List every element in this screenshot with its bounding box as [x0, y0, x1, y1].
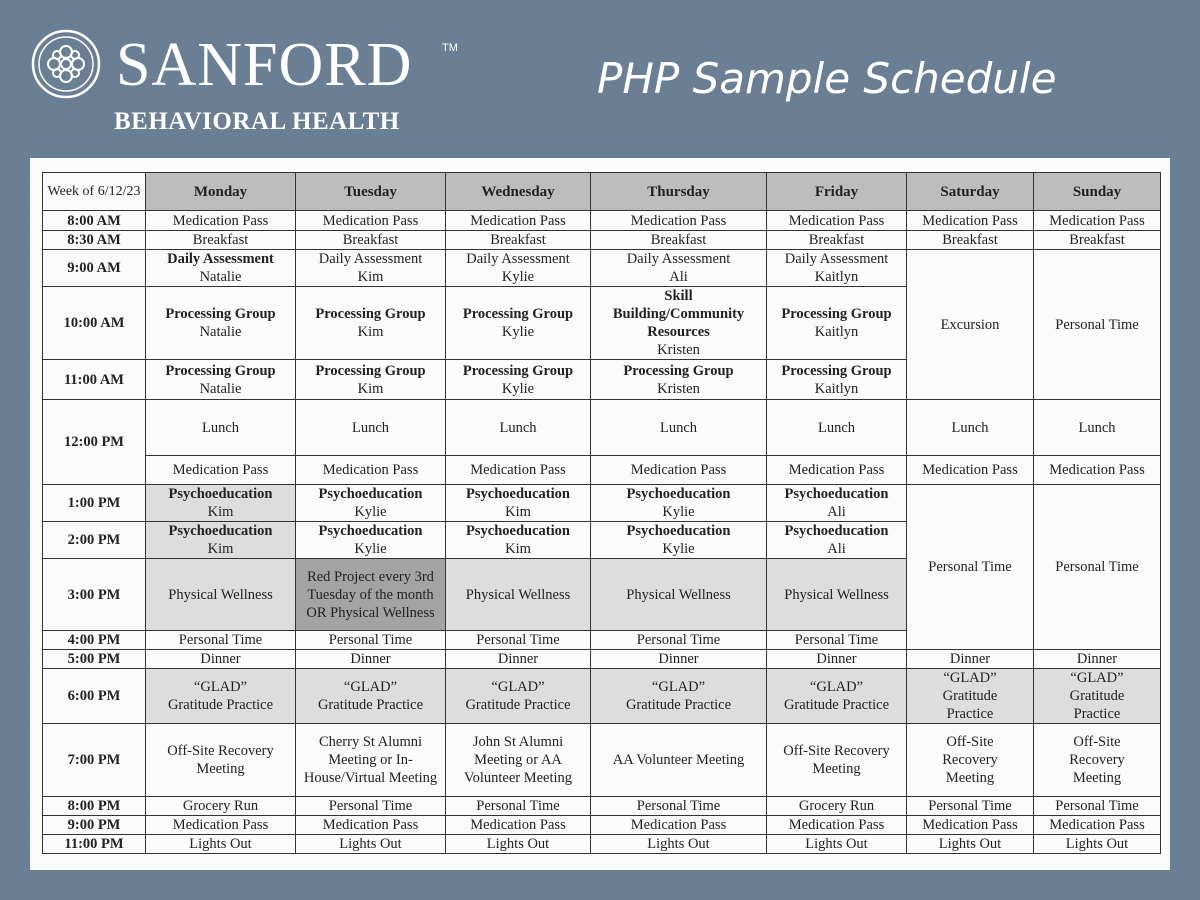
activity-label: Processing Group [781, 362, 892, 379]
schedule-cell: Lights Out [591, 835, 767, 854]
day-header: Saturday [907, 173, 1034, 211]
table-row [43, 456, 1161, 485]
time-label: 12:00 PM [43, 400, 146, 485]
activity-label: Off-Site [946, 734, 994, 750]
schedule-cell [446, 669, 591, 724]
staff-name: Kaitlyn [814, 324, 859, 340]
schedule-cell: Lunch [907, 400, 1034, 456]
time-label: 5:00 PM [43, 650, 146, 669]
schedule-cell: Medication Pass [296, 816, 446, 835]
activity-label: Building/Community [612, 306, 745, 322]
week-of-label: Week of 6/12/23 [43, 173, 146, 211]
schedule-cell: Personal Time [1034, 250, 1161, 400]
table-row [43, 250, 1161, 287]
schedule-cell: Personal Time [1034, 485, 1161, 650]
schedule-cell [296, 669, 446, 724]
schedule-cell: Red Project every 3rd Tuesday of the month OR Physical Wellness [296, 559, 446, 631]
schedule-cell [446, 522, 591, 559]
schedule-cell: Dinner [591, 650, 767, 669]
time-label: 8:30 AM [43, 231, 146, 250]
staff-name: Kylie [501, 380, 535, 397]
table-row [43, 724, 1161, 797]
schedule-cell: Medication Pass [907, 211, 1034, 231]
day-header: Wednesday [446, 173, 591, 211]
staff-name: Kristen [657, 380, 700, 397]
schedule-cell: Medication Pass [591, 816, 767, 835]
activity-label: “GLAD” [943, 670, 997, 686]
staff-name: Kylie [501, 269, 535, 285]
staff-name: Kim [357, 269, 384, 285]
day-header: Friday [767, 173, 907, 211]
schedule-cell: Medication Pass [767, 816, 907, 835]
staff-name: Ali [827, 541, 846, 557]
decorative-medallion-icon [30, 28, 102, 100]
activity-label: Meeting [945, 770, 995, 786]
time-label: 11:00 PM [43, 835, 146, 854]
schedule-cell: Physical Wellness [767, 559, 907, 631]
schedule-cell: Medication Pass [591, 456, 767, 485]
schedule-cell [591, 360, 767, 400]
table-row [43, 211, 1161, 231]
activity-label: Psychoeducation [466, 486, 570, 502]
staff-name: Ali [669, 269, 688, 285]
activity-label: Processing Group [315, 306, 426, 322]
staff-name: Kim [357, 324, 384, 340]
table-row [43, 400, 1161, 456]
activity-label: Meeting [1072, 770, 1122, 786]
schedule-cell [1034, 669, 1161, 724]
activity-label: Gratitude Practice [167, 697, 274, 713]
activity-label: Daily Assessment [626, 251, 731, 267]
header-row [43, 173, 1161, 211]
schedule-cell [767, 250, 907, 287]
schedule-cell: Grocery Run [767, 797, 907, 816]
activity-label: “GLAD” [343, 679, 398, 695]
activity-label: Psychoeducation [466, 523, 570, 539]
activity-label: “GLAD” [193, 679, 248, 695]
activity-label: “GLAD” [1070, 670, 1124, 686]
schedule-cell: Personal Time [591, 797, 767, 816]
schedule-cell [591, 287, 767, 360]
schedule-cell: Lunch [767, 400, 907, 456]
schedule-cell [146, 669, 296, 724]
schedule-cell: Medication Pass [1034, 456, 1161, 485]
schedule-table [42, 172, 1161, 854]
schedule-cell [446, 485, 591, 522]
table-row [43, 797, 1161, 816]
activity-label: Recovery [1069, 752, 1125, 768]
staff-name: Kylie [354, 504, 387, 520]
schedule-cell: Medication Pass [767, 211, 907, 231]
schedule-cell: Breakfast [767, 231, 907, 250]
staff-name: Kim [505, 541, 531, 557]
schedule-cell [146, 522, 296, 559]
time-label: 11:00 AM [43, 360, 146, 400]
time-label: 4:00 PM [43, 631, 146, 650]
trademark-mark: TM [442, 42, 458, 54]
activity-label: Processing Group [165, 306, 276, 322]
schedule-cell: Dinner [146, 650, 296, 669]
schedule-cell: Breakfast [446, 231, 591, 250]
staff-name: Ali [827, 504, 846, 520]
staff-name: Natalie [199, 324, 242, 340]
schedule-cell: Medication Pass [1034, 816, 1161, 835]
schedule-cell: Medication Pass [146, 456, 296, 485]
staff-name: Natalie [199, 269, 242, 285]
schedule-cell: Personal Time [446, 631, 591, 650]
activity-label: Recovery [942, 752, 998, 768]
schedule-cell: Medication Pass [446, 456, 591, 485]
schedule-cell: Breakfast [591, 231, 767, 250]
schedule-cell: Physical Wellness [146, 559, 296, 631]
schedule-cell: Dinner [907, 650, 1034, 669]
activity-label: Gratitude [1069, 688, 1125, 704]
schedule-cell: Personal Time [296, 631, 446, 650]
schedule-cell: Medication Pass [907, 456, 1034, 485]
activity-label: Gratitude Practice [783, 697, 890, 713]
day-header: Sunday [1034, 173, 1161, 211]
schedule-cell [146, 250, 296, 287]
schedule-cell [146, 287, 296, 360]
schedule-cell [591, 250, 767, 287]
schedule-cell: Lunch [296, 400, 446, 456]
schedule-cell [907, 724, 1034, 797]
schedule-cell [296, 522, 446, 559]
schedule-cell: Medication Pass [767, 456, 907, 485]
activity-label: Processing Group [165, 362, 276, 379]
activity-label: Daily Assessment [318, 251, 423, 267]
schedule-cell [767, 485, 907, 522]
schedule-cell [296, 287, 446, 360]
schedule-cell: Breakfast [1034, 231, 1161, 250]
schedule-cell: Breakfast [296, 231, 446, 250]
time-label: 3:00 PM [43, 559, 146, 631]
schedule-cell [767, 287, 907, 360]
schedule-cell [591, 669, 767, 724]
schedule-cell: Lunch [446, 400, 591, 456]
schedule-cell: Breakfast [907, 231, 1034, 250]
schedule-cell [446, 360, 591, 400]
schedule-cell [767, 669, 907, 724]
schedule-cell [296, 360, 446, 400]
activity-label: Processing Group [781, 306, 892, 322]
schedule-cell: Personal Time [446, 797, 591, 816]
activity-label: Processing Group [623, 362, 734, 379]
schedule-cell: Medication Pass [907, 816, 1034, 835]
time-label: 9:00 PM [43, 816, 146, 835]
schedule-cell [907, 669, 1034, 724]
staff-name: Kristen [657, 342, 700, 358]
activity-label: Processing Group [315, 362, 426, 379]
schedule-cell [1034, 724, 1161, 797]
activity-label: Gratitude Practice [465, 697, 571, 713]
activity-label: Resources [647, 324, 710, 340]
table-row [43, 650, 1161, 669]
schedule-cell: Medication Pass [296, 211, 446, 231]
schedule-cell: Personal Time [591, 631, 767, 650]
schedule-cell: John St Alumni Meeting or AA Volunteer Meeting [446, 724, 591, 797]
activity-label: “GLAD” [651, 679, 706, 695]
staff-name: Kim [207, 541, 234, 557]
schedule-cell: Off-Site Recovery Meeting [146, 724, 296, 797]
time-label: 10:00 AM [43, 287, 146, 360]
schedule-cell: Excursion [907, 250, 1034, 400]
schedule-cell: Lunch [1034, 400, 1161, 456]
staff-name: Kim [357, 380, 384, 397]
activity-label: Gratitude Practice [317, 697, 424, 713]
activity-label: Psychoeducation [784, 523, 889, 539]
time-label: 2:00 PM [43, 522, 146, 559]
activity-label: “GLAD” [809, 679, 864, 695]
activity-label: Daily Assessment [167, 251, 274, 267]
staff-name: Kim [207, 504, 234, 520]
schedule-cell: Dinner [767, 650, 907, 669]
activity-label: Psychoeducation [168, 486, 273, 502]
schedule-cell: AA Volunteer Meeting [591, 724, 767, 797]
table-row [43, 485, 1161, 522]
schedule-cell [767, 360, 907, 400]
schedule-cell: Breakfast [146, 231, 296, 250]
activity-label: Psychoeducation [784, 486, 889, 502]
table-row [43, 816, 1161, 835]
sanford-logo [30, 28, 470, 138]
schedule-cell: Lunch [146, 400, 296, 456]
schedule-cell [591, 485, 767, 522]
schedule-cell: Grocery Run [146, 797, 296, 816]
day-header: Tuesday [296, 173, 446, 211]
schedule-cell: Personal Time [907, 797, 1034, 816]
schedule-cell: Personal Time [767, 631, 907, 650]
schedule-cell: Physical Wellness [446, 559, 591, 631]
time-label: 8:00 AM [43, 211, 146, 231]
activity-label: Practice [1073, 706, 1121, 722]
activity-label: Psychoeducation [168, 523, 273, 539]
activity-label: Practice [946, 706, 994, 722]
staff-name: Kim [505, 504, 531, 520]
schedule-cell [296, 485, 446, 522]
schedule-cell [146, 360, 296, 400]
activity-label: Daily Assessment [784, 251, 889, 267]
time-label: 9:00 AM [43, 250, 146, 287]
schedule-cell: Lunch [591, 400, 767, 456]
activity-label: Processing Group [462, 362, 574, 379]
time-label: 7:00 PM [43, 724, 146, 797]
time-label: 6:00 PM [43, 669, 146, 724]
day-header: Thursday [591, 173, 767, 211]
schedule-cell: Dinner [446, 650, 591, 669]
schedule-cell: Medication Pass [591, 211, 767, 231]
activity-label: Psychoeducation [626, 486, 731, 502]
staff-name: Kylie [662, 504, 695, 520]
staff-name: Kaitlyn [814, 380, 859, 397]
staff-name: Kylie [354, 541, 387, 557]
staff-name: Kylie [662, 541, 695, 557]
schedule-cell [296, 250, 446, 287]
schedule-cell: Personal Time [296, 797, 446, 816]
day-header: Monday [146, 173, 296, 211]
staff-name: Natalie [199, 380, 242, 397]
activity-label: Gratitude Practice [625, 697, 732, 713]
schedule-cell: Lights Out [446, 835, 591, 854]
schedule-cell [767, 522, 907, 559]
schedule-cell: Lights Out [146, 835, 296, 854]
staff-name: Kylie [501, 324, 535, 340]
schedule-cell: Cherry St Alumni Meeting or In-House/Virtual Meeting [296, 724, 446, 797]
schedule-cell: Dinner [296, 650, 446, 669]
table-row [43, 231, 1161, 250]
activity-label: Psychoeducation [318, 523, 423, 539]
schedule-cell [146, 485, 296, 522]
schedule-cell: Medication Pass [446, 816, 591, 835]
brand-name: SANFORD [116, 31, 413, 99]
activity-label: Psychoeducation [318, 486, 423, 502]
schedule-cell: Medication Pass [1034, 211, 1161, 231]
activity-label: Processing Group [462, 306, 574, 322]
schedule-cell [446, 287, 591, 360]
schedule-cell: Dinner [1034, 650, 1161, 669]
schedule-cell: Medication Pass [146, 211, 296, 231]
activity-label: Psychoeducation [626, 523, 731, 539]
schedule-cell: Personal Time [907, 485, 1034, 650]
brand-subtitle: BEHAVIORAL HEALTH [114, 108, 400, 135]
time-label: 8:00 PM [43, 797, 146, 816]
schedule-cell: Personal Time [146, 631, 296, 650]
schedule-cell: Medication Pass [446, 211, 591, 231]
schedule-cell: Personal Time [1034, 797, 1161, 816]
schedule-cell: Medication Pass [146, 816, 296, 835]
schedule-cell: Lights Out [1034, 835, 1161, 854]
schedule-cell: Lights Out [767, 835, 907, 854]
schedule-cell: Lights Out [907, 835, 1034, 854]
schedule-cell [446, 250, 591, 287]
table-row [43, 669, 1161, 724]
time-label: 1:00 PM [43, 485, 146, 522]
activity-label: Daily Assessment [466, 251, 570, 267]
activity-label: Off-Site [1073, 734, 1121, 750]
schedule-cell: Physical Wellness [591, 559, 767, 631]
schedule-cell: Lights Out [296, 835, 446, 854]
table-row [43, 835, 1161, 854]
staff-name: Kaitlyn [814, 269, 859, 285]
schedule-cell: Off-Site Recovery Meeting [767, 724, 907, 797]
schedule-cell: Medication Pass [296, 456, 446, 485]
activity-label: “GLAD” [491, 679, 545, 695]
page-title: PHP Sample Schedule [597, 54, 1057, 103]
activity-label: Gratitude [942, 688, 998, 704]
schedule-cell [591, 522, 767, 559]
schedule-sheet [30, 158, 1170, 870]
activity-label: Skill [664, 288, 693, 304]
